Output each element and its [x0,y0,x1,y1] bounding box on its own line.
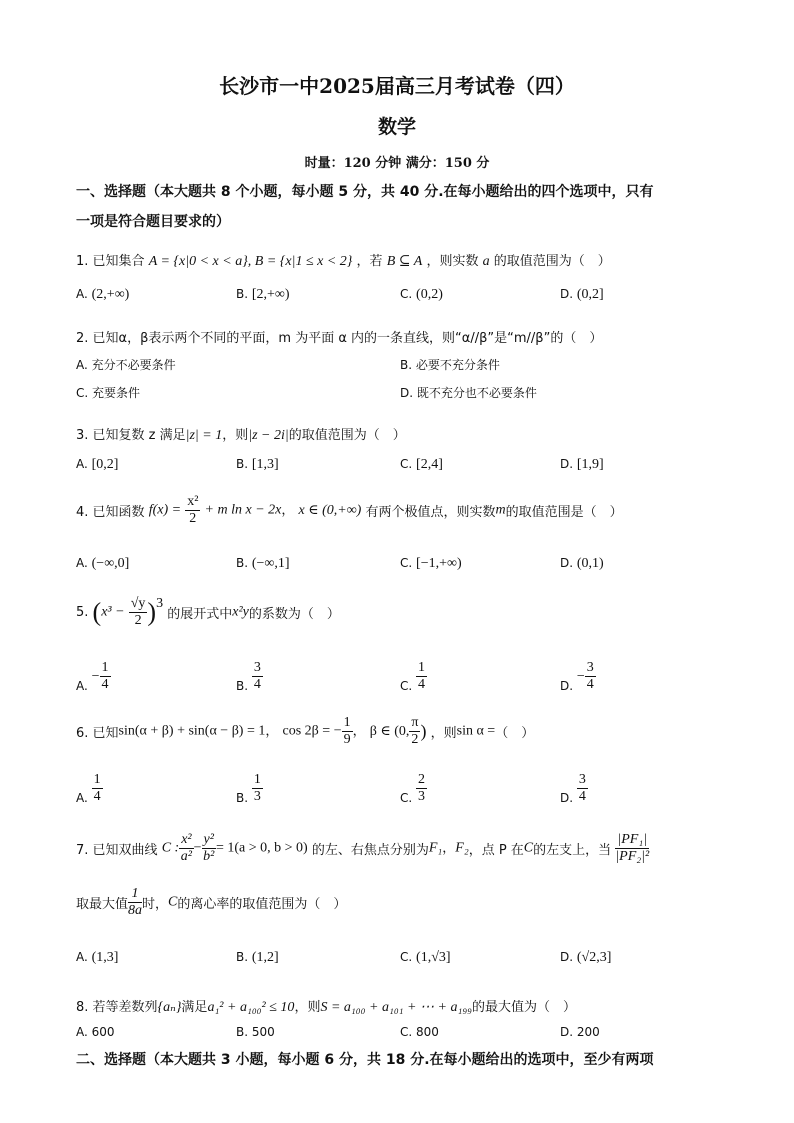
q3-cond: |z| = 1 [185,428,223,443]
q1-pre: 1. 已知集合 [76,254,145,269]
q1-option-b[interactable]: B. [2,+∞) [236,287,290,302]
q8-option-a[interactable]: A. 600 [76,1025,115,1039]
question-2: 2. 已知α，β表示两个不同的平面，m 为平面 α 内的一条直线，则“α//β”是“m//β”的（ ） [76,331,603,346]
q1-sets: A = {x|0 < x < a}, B = {x|1 ≤ x < 2} [148,254,353,269]
q8-sum: S = a₁₀₀ + a₁₀₁ + ⋯ + a₁₉₉ [320,1000,473,1015]
question-7-line2: 取最大值 $\frac{1}{8a}$ 时，C的离心率的取值范围为（ ） [76,886,347,918]
q7-option-c[interactable]: C. (1,√3] [400,950,451,965]
section1-heading-line2: 一项是符合题目要求的） [76,214,230,230]
q5-option-a[interactable]: A. − $\frac{1}{4}$ [76,660,109,693]
q6-option-d[interactable]: D. $\frac{3}{4}$ [560,772,586,805]
q8-cond: a₁² + a₁₀₀² ≤ 10 [207,1000,295,1015]
q8-option-d[interactable]: D. 200 [560,1025,600,1039]
question-1 [76,250,611,270]
q1-option-d[interactable]: D. (0,2] [560,287,604,302]
exam-title: 长沙市一中2025届高三月考试卷（四） [219,74,575,98]
q6-option-c[interactable]: C. $\frac{2}{3}$ [400,772,426,805]
q3-expr: |z − 2i| [248,428,289,443]
q7-option-a[interactable]: A. (1,3] [76,950,119,965]
subject-title: 数学 [377,116,416,138]
exam-info: 时量：120 分钟 满分：150 分 [304,156,490,171]
q4-option-b[interactable]: B. (−∞,1] [236,556,290,571]
q7-option-b[interactable]: B. (1,2] [236,950,279,965]
q4-option-c[interactable]: C. [−1,+∞) [400,556,462,571]
q3-option-d[interactable]: D. [1,9] [560,457,604,472]
section2-heading: 二、选择题（本大题共 3 小题，每小题 6 分，共 18 分.在每小题给出的选项中，至少有两项 [76,1052,654,1068]
q3-option-a[interactable]: A. [0,2] [76,457,119,472]
q6-option-b[interactable]: B. $\frac{1}{3}$ [236,772,261,805]
q3-option-b[interactable]: B. [1,3] [236,457,279,472]
q1-var: a [482,254,490,269]
q3-option-c[interactable]: C. [2,4] [400,457,443,472]
q2-option-a[interactable]: A. 充分不必要条件 [76,358,176,372]
q6-option-a[interactable]: A. $\frac{1}{4}$ [76,772,101,805]
question-4: 4. 已知函数 f(x) = $\frac{\text{x²}}{2}$ + m ln x − 2x， x ∈ (0,+∞) 有两个极值点，则实数m的取值范围是（ ） [76,494,623,526]
q1-mid: ，若 [356,254,383,269]
q1-option-a[interactable]: A. (2,+∞) [76,287,130,302]
q1-option-c[interactable]: C. (0,2) [400,287,443,302]
question-7: 7. 已知双曲线 C : $\frac{\text{x²}}{\text{a²}}$ − $\frac{\text{y²}}{\text{b²}}$ = 1(a > 0, b > 0) 的左、右焦点分别为F₁，F₂，点 P 在C的左支上，当 $\frac{\text{|PF₁|}}{\text{|PF₂|²}}$ [76,832,650,864]
question-6: 6. 已知sin(α + β) + sin(α − β) = 1， cos 2β = − $\frac{1}{9}$ ， β ∈ (0, $\frac{\pi}{2}$ ) ，则sin α =（ ） [76,715,535,747]
question-8: 8. 若等差数列{aₙ}满足a₁² + a₁₀₀² ≤ 10，则S = a₁₀₀ + a₁₀₁ + ⋯ + a₁₉₉的最大值为（ ） [76,1000,577,1015]
q1-tail: 的取值范围为（ ） [493,254,611,269]
q8-option-b[interactable]: B. 500 [236,1025,275,1039]
q2-option-d[interactable]: D. 既不充分也不必要条件 [400,386,537,400]
q8-option-c[interactable]: C. 800 [400,1025,439,1039]
q5-option-c[interactable]: C. $\frac{1}{4}$ [400,660,426,693]
q4-option-d[interactable]: D. (0,1) [560,556,604,571]
section1-heading-line1: 一、选择题（本大题共 8 个小题，每小题 5 分，共 40 分.在每小题给出的四个选项中，只有 [76,184,654,200]
q7-option-d[interactable]: D. (√2,3] [560,950,612,965]
q5-option-d[interactable]: D. − $\frac{3}{4}$ [560,660,594,693]
q2-option-b[interactable]: B. 必要不充分条件 [400,358,500,372]
q1-post: ，则实数 [426,254,479,269]
q5-option-b[interactable]: B. $\frac{3}{4}$ [236,660,261,693]
q8-seq: {aₙ} [157,1000,182,1015]
question-3: 3. 已知复数 z 满足|z| = 1，则|z − 2i|的取值范围为（ ） [76,428,406,443]
question-5: 5. (x³ − $\frac{√y}{2}$ )$^3$ 的展开式中x²y的系数为（ ） [76,596,340,628]
q1-cond: B ⊆ A [386,254,423,269]
q2-option-c[interactable]: C. 充要条件 [76,386,141,400]
q4-option-a[interactable]: A. (−∞,0] [76,556,130,571]
